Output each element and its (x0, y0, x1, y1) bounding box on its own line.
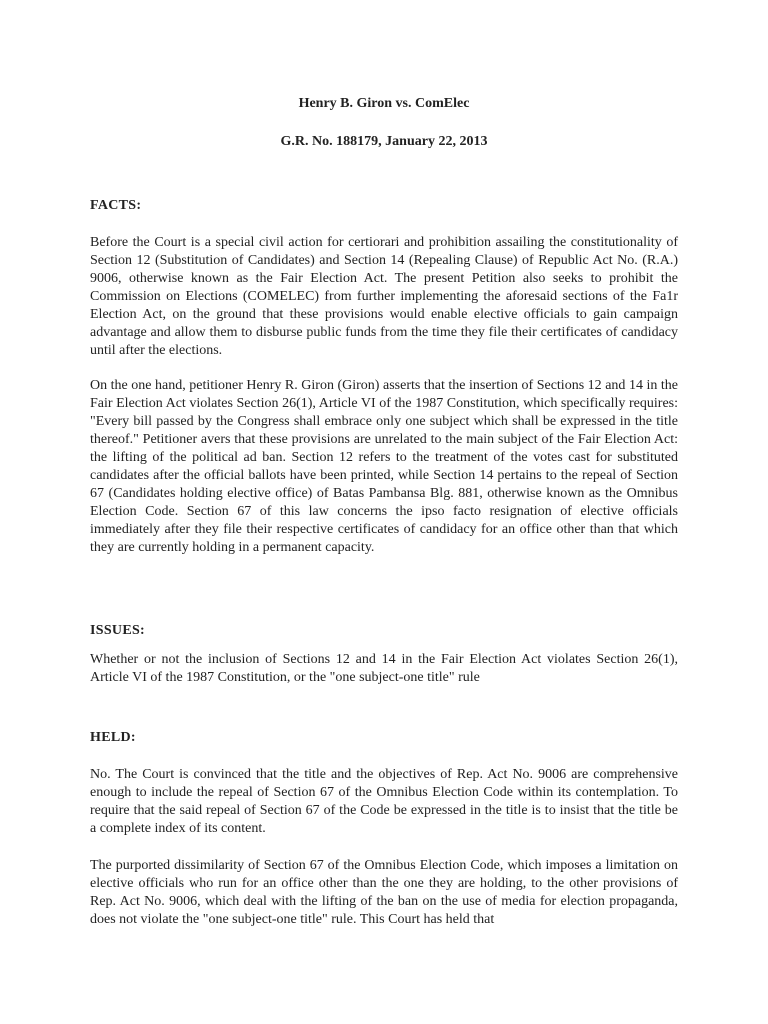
facts-paragraph-2: On the one hand, petitioner Henry R. Giron (Giron) asserts that the insertion of Sections 12 and 14 in the Fair Election Act violates Section 26(1), Article VI of the 1987 Constitution, which specifically requires: "Every bill passed by the Congress shall embrace only one subject which shall be expressed in the title thereof." Petitioner avers that these provisions are unrelated to the main subject of the Fair Election Act: the lifting of the political ad ban. Section 12 refers to the treatment of the votes cast for substituted candidates after the official ballots have been printed, while Section 14 pertains to the repeal of Section 67 (Candidates holding elective office) of Batas Pambansa Blg. 881, otherwise known as the Omnibus Election Code. Section 67 of this law concerns the ipso facto resignation of elective officials immediately after they file their respective certificates of candidacy for an office other than that which they are currently holding in a permanent capacity. (90, 378, 678, 555)
case-title: Henry B. Giron vs. ComElec (298, 96, 470, 111)
case-number: G.R. No. 188179, January 22, 2013 (280, 134, 488, 149)
held-paragraph-2: The purported dissimilarity of Section 67 of the Omnibus Election Code, which imposes a limitation on elective officials who run for an office other than the one they are holding, to the other provisions of Rep. Act No. 9006, which deal with the lifting of the ban on the use of media for election propaganda, does not violate the "one subject-one title" rule. This Court has held that (90, 858, 678, 927)
facts-paragraph-1: Before the Court is a special civil action for certiorari and prohibition assailing the constitutionality of Section 12 (Substitution of Candidates) and Section 14 (Repealing Clause) of Republic Act No. (R.A.) 9006, otherwise known as the Fair Election Act. The present Petition also seeks to prohibit the Commission on Elections (COMELEC) from further implementing the aforesaid sections of the Fa1r Election Act, on the ground that these provisions would enable elective officials to gain campaign advantage and allow them to disburse public funds from the time they file their certificates of candidacy until after the elections. (90, 235, 678, 358)
held-paragraph-1: No. The Court is convinced that the title and the objectives of Rep. Act No. 9006 are comprehensive enough to include the repeal of Section 67 of the Omnibus Election Code within its contemplation. To require that the said repeal of Section 67 of the Code be expressed in the title is to insist that the title be a complete index of its content. (90, 767, 678, 836)
issues-paragraph-1: Whether or not the inclusion of Sections 12 and 14 in the Fair Election Act violates Section 26(1), Article VI of the 1987 Constitution, or the "one subject-one title" rule (90, 652, 678, 685)
facts-heading: FACTS: (90, 198, 142, 213)
held-heading: HELD: (90, 730, 136, 745)
issues-heading: ISSUES: (90, 623, 146, 638)
